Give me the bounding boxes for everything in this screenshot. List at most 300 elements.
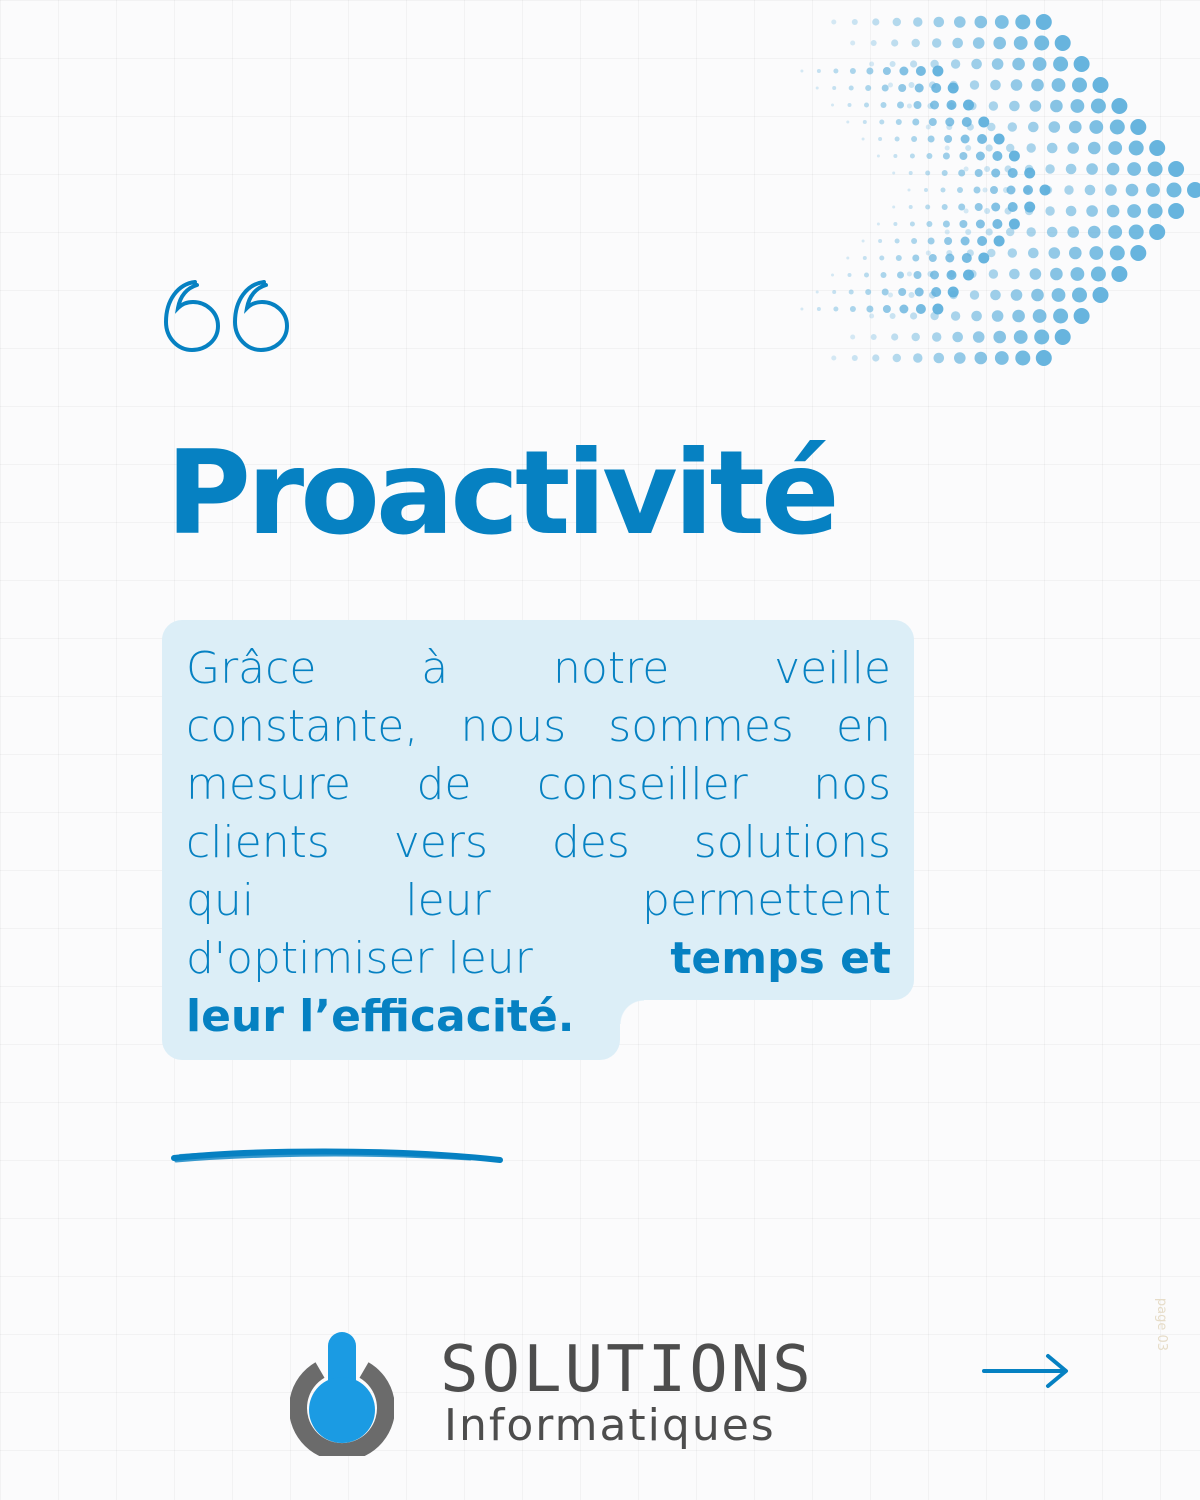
- decorative-dot: [1086, 205, 1098, 217]
- decorative-dot: [1149, 140, 1165, 156]
- decorative-dot: [1066, 164, 1077, 175]
- decorative-dot: [984, 166, 990, 172]
- decorative-dot: [893, 18, 901, 26]
- decorative-dot: [831, 274, 834, 277]
- decorative-dot: [930, 101, 939, 110]
- decorative-dot: [865, 289, 871, 295]
- decorative-dot: [941, 188, 946, 193]
- decorative-dot: [1146, 183, 1160, 197]
- page-number-text: page 03: [1154, 1297, 1170, 1351]
- decorative-dot: [1187, 182, 1200, 198]
- decorative-dot: [951, 311, 960, 320]
- decorative-dot: [1064, 185, 1073, 194]
- decorative-dot: [992, 310, 1004, 322]
- decorative-dot: [1129, 225, 1144, 240]
- decorative-dot: [961, 237, 970, 246]
- decorative-dot: [1066, 206, 1077, 217]
- decorative-dot: [1034, 330, 1049, 345]
- decorative-dot: [1127, 204, 1141, 218]
- word: sommes: [608, 701, 794, 752]
- decorative-dot: [971, 311, 982, 322]
- decorative-dot: [1130, 245, 1146, 261]
- decorative-dot: [943, 153, 950, 160]
- decorative-dot: [896, 255, 902, 261]
- decorative-dot: [944, 135, 952, 143]
- decorative-dot: [892, 206, 895, 209]
- word: qui: [186, 875, 255, 926]
- decorative-dot: [863, 120, 867, 124]
- decorative-dot: [878, 137, 882, 141]
- decorative-dot: [911, 136, 917, 142]
- decorative-dot: [992, 219, 1002, 229]
- decorative-dot: [948, 287, 959, 298]
- decorative-dot: [945, 146, 950, 151]
- decorative-dot: [914, 271, 922, 279]
- decorative-dot: [881, 272, 887, 278]
- decorative-dot: [959, 220, 967, 228]
- paragraph-line: [186, 872, 891, 930]
- decorative-dot: [1031, 289, 1044, 302]
- decorative-dot: [879, 120, 884, 125]
- decorative-dot: [916, 304, 926, 314]
- open-quote-icon: [160, 272, 300, 362]
- decorative-dot: [976, 152, 985, 161]
- decorative-dot: [925, 205, 930, 210]
- word: mesure: [186, 759, 351, 810]
- decorative-dot: [1033, 57, 1047, 71]
- decorative-dot: [932, 38, 941, 47]
- decorative-dot: [1108, 141, 1122, 155]
- decorative-dot: [990, 186, 998, 194]
- decorative-dot: [872, 354, 879, 361]
- decorative-dot: [1053, 309, 1068, 324]
- decorative-dot: [1007, 186, 1016, 195]
- decorative-dot: [888, 293, 893, 298]
- decorative-dot: [1027, 227, 1036, 236]
- decorative-dot: [1072, 78, 1087, 93]
- decorative-dot: [1111, 98, 1127, 114]
- decorative-dot: [863, 256, 867, 260]
- decorative-dot: [976, 220, 985, 229]
- decorative-dot: [866, 306, 873, 313]
- decorative-dot: [862, 138, 865, 141]
- decorative-dot: [963, 100, 974, 111]
- decorative-dot: [951, 59, 960, 68]
- decorative-dot: [1093, 287, 1109, 303]
- decorative-dot: [934, 17, 945, 28]
- decorative-dot: [991, 203, 1000, 212]
- decorative-dot: [831, 104, 834, 107]
- decorative-dot: [1030, 100, 1042, 112]
- word: vers: [393, 817, 488, 868]
- word: nos: [813, 759, 891, 810]
- decorative-dot: [929, 254, 937, 262]
- word: des: [551, 817, 630, 868]
- decorative-dot: [897, 102, 904, 109]
- logo-text-top: SOLUTIONS: [440, 1333, 814, 1407]
- decorative-dot: [957, 187, 963, 193]
- decorative-dot: [975, 16, 988, 29]
- decorative-dot: [1108, 225, 1122, 239]
- emphasis-text: leur l’efficacité.: [186, 991, 575, 1042]
- decorative-dot: [883, 67, 891, 75]
- decorative-dot: [909, 171, 913, 175]
- decorative-dot: [944, 237, 952, 245]
- decorative-dot: [961, 135, 970, 144]
- decorative-dot: [912, 119, 919, 126]
- decorative-dot: [866, 68, 873, 75]
- decorative-dot: [910, 154, 915, 159]
- decorative-dot: [893, 222, 897, 226]
- word: constante,: [186, 701, 419, 752]
- decorative-dot: [1009, 269, 1020, 280]
- decorative-dot: [832, 86, 836, 90]
- decorative-dot: [912, 39, 920, 47]
- decorative-dot: [928, 136, 935, 143]
- decorative-dot: [833, 307, 838, 312]
- decorative-dot: [909, 292, 915, 298]
- decorative-dot: [926, 125, 931, 130]
- decorative-dot: [865, 85, 871, 91]
- decorative-dot: [932, 332, 941, 341]
- decorative-dot: [871, 40, 877, 46]
- decorative-dot: [1071, 267, 1085, 281]
- decorative-dot: [1009, 101, 1020, 112]
- decorative-dot: [1067, 142, 1079, 154]
- decorative-dot: [1088, 226, 1101, 239]
- decorative-dot: [989, 101, 998, 110]
- decorative-dot: [962, 117, 972, 127]
- decorative-dot: [926, 221, 932, 227]
- decorative-dot: [971, 59, 982, 70]
- paragraph-line: [186, 930, 891, 988]
- decorative-dot: [995, 351, 1009, 365]
- decorative-dot: [1023, 185, 1033, 195]
- decorative-dot: [1011, 289, 1023, 301]
- description-paragraph: [186, 640, 891, 1046]
- word: clients: [186, 817, 330, 868]
- word: notre: [553, 643, 670, 694]
- decorative-dot: [932, 304, 943, 315]
- decorative-dot: [990, 290, 1001, 301]
- decorative-dot: [1085, 185, 1096, 196]
- decorative-dot: [934, 353, 945, 364]
- decorative-dot: [817, 69, 821, 73]
- decorative-dot: [1009, 219, 1020, 230]
- decorative-dot: [993, 37, 1006, 50]
- word: conseiller: [536, 759, 748, 810]
- page-title: Proactivité: [166, 426, 836, 561]
- decorative-dot: [1091, 267, 1106, 282]
- decorative-dot: [1088, 142, 1101, 155]
- decorative-dot: [1012, 310, 1025, 323]
- decorative-dot: [1040, 185, 1051, 196]
- decorative-dot: [965, 229, 971, 235]
- decorative-dot: [882, 289, 889, 296]
- decorative-dot: [993, 331, 1006, 344]
- decorative-dot: [974, 187, 981, 194]
- word: en: [836, 701, 891, 752]
- decorative-dot: [910, 60, 917, 67]
- decorative-dot: [973, 331, 985, 343]
- decorative-dot: [892, 172, 895, 175]
- decorative-dot: [909, 205, 913, 209]
- decorative-dot: [913, 17, 922, 26]
- paragraph-line: [186, 814, 891, 872]
- decorative-dot: [862, 240, 865, 243]
- decorative-dot: [990, 80, 1001, 91]
- decorative-dot: [872, 18, 879, 25]
- decorative-dot: [869, 314, 874, 319]
- decorative-dot: [931, 83, 941, 93]
- paragraph-line: [186, 988, 891, 1046]
- decorative-dot: [848, 103, 852, 107]
- decorative-dot: [890, 313, 896, 319]
- decorative-dot: [1127, 162, 1141, 176]
- decorative-dot: [975, 169, 983, 177]
- decorative-dot: [1126, 184, 1139, 197]
- decorative-dot: [899, 67, 908, 76]
- decorative-dot: [1105, 184, 1117, 196]
- decorative-dot: [1053, 57, 1068, 72]
- decorative-dot: [1008, 202, 1018, 212]
- decorative-dot: [915, 84, 924, 93]
- decorative-dot: [1045, 206, 1054, 215]
- decorative-dot: [942, 170, 948, 176]
- decorative-dot: [1024, 202, 1035, 213]
- decorative-dot: [1089, 120, 1103, 134]
- decorative-dot: [983, 188, 988, 193]
- decorative-dot: [914, 101, 922, 109]
- decorative-dot: [973, 37, 985, 49]
- decorative-dot: [1047, 143, 1058, 154]
- paragraph-text: d'optimiser leur: [186, 933, 533, 984]
- decorative-dot: [852, 355, 858, 361]
- decorative-dot: [924, 188, 928, 192]
- brush-stroke-divider: [170, 1140, 510, 1170]
- decorative-dot: [958, 204, 965, 211]
- power-button-icon: [290, 1332, 394, 1456]
- decorative-dot: [1168, 203, 1184, 219]
- decorative-dot: [1055, 329, 1071, 345]
- decorative-dot: [1008, 248, 1017, 257]
- decorative-dot: [928, 238, 935, 245]
- decorative-dot: [912, 255, 919, 262]
- decorative-dot: [1091, 99, 1106, 114]
- decorative-dot: [952, 38, 963, 49]
- decorative-dot: [1028, 122, 1039, 133]
- decorative-dot: [850, 335, 855, 340]
- decorative-dot: [991, 169, 1000, 178]
- decorative-dot: [891, 333, 898, 340]
- decorative-dot: [879, 256, 884, 261]
- emphasis-text: temps et: [670, 933, 891, 984]
- decorative-dot: [1052, 78, 1066, 92]
- decorative-dot: [965, 145, 971, 151]
- decorative-dot: [893, 354, 901, 362]
- decorative-dot: [1086, 163, 1098, 175]
- decorative-dot: [947, 100, 957, 110]
- decorative-dot: [888, 83, 893, 88]
- decorative-dot: [1074, 56, 1090, 72]
- decorative-dot: [890, 61, 896, 67]
- decorative-dot: [831, 20, 836, 25]
- word: nous: [460, 701, 567, 752]
- word: solutions: [693, 817, 891, 868]
- decorative-dot: [915, 288, 924, 297]
- decorative-dot: [864, 273, 869, 278]
- decorative-dot: [850, 68, 856, 74]
- decorative-dot: [895, 137, 900, 142]
- decorative-dot: [963, 270, 974, 281]
- decorative-dot: [1055, 35, 1071, 51]
- decorative-dot: [1167, 183, 1182, 198]
- decorative-dot: [1050, 100, 1063, 113]
- decorative-dot: [929, 118, 937, 126]
- paragraph-line: [186, 756, 891, 814]
- decorative-dot: [1168, 161, 1184, 177]
- decorative-dot: [1067, 226, 1079, 238]
- decorative-dot: [1148, 162, 1163, 177]
- decorative-dot: [994, 236, 1005, 247]
- decorative-dot: [908, 189, 911, 192]
- paragraph-line: [186, 640, 891, 698]
- decorative-dot: [910, 222, 915, 227]
- decorative-dot: [1148, 204, 1163, 219]
- decorative-dot: [877, 155, 880, 158]
- decorative-dot: [800, 308, 803, 311]
- decorative-dot: [1034, 36, 1049, 51]
- decorative-dot: [899, 305, 908, 314]
- decorative-dot: [986, 144, 993, 151]
- word: veille: [774, 643, 891, 694]
- decorative-dot: [942, 204, 948, 210]
- decorative-dot: [881, 102, 887, 108]
- decorative-dot: [975, 352, 988, 365]
- decorative-dot: [1045, 164, 1054, 173]
- decorative-dot: [992, 58, 1004, 70]
- decorative-dot: [1009, 151, 1020, 162]
- word: leur: [405, 875, 491, 926]
- decorative-dot: [817, 307, 821, 311]
- decorative-dot: [945, 230, 950, 235]
- decorative-dot: [883, 305, 891, 313]
- decorative-dot: [882, 85, 889, 92]
- decorative-dot: [893, 154, 897, 158]
- decorative-dot: [926, 153, 932, 159]
- decorative-dot: [994, 134, 1005, 145]
- decorative-dot: [816, 291, 819, 294]
- word: permettent: [642, 875, 891, 926]
- decorative-dot: [1110, 120, 1125, 135]
- decorative-dot: [954, 352, 966, 364]
- decorative-dot: [898, 288, 906, 296]
- decorative-dot: [947, 270, 957, 280]
- decorative-dot: [846, 121, 849, 124]
- decorative-dot: [1033, 309, 1047, 323]
- decorative-dot: [1110, 246, 1125, 261]
- decorative-dot: [930, 271, 939, 280]
- decorative-dot: [895, 239, 900, 244]
- decorative-dot: [849, 86, 854, 91]
- decorative-dot: [952, 332, 963, 343]
- decorative-dot: [1015, 351, 1030, 366]
- decorative-dot: [1107, 205, 1120, 218]
- decorative-dot: [1008, 168, 1018, 178]
- decorative-dot: [1107, 163, 1120, 176]
- decorative-dot: [948, 83, 959, 94]
- decorative-dot: [1047, 227, 1058, 238]
- decorative-dot: [871, 334, 877, 340]
- brand-logo: [440, 1333, 814, 1451]
- decorative-dot: [1049, 247, 1061, 259]
- decorative-dot: [954, 16, 966, 28]
- logo-text-bottom: Informatiques: [444, 1400, 776, 1451]
- decorative-dot: [896, 119, 902, 125]
- decorative-dot: [1036, 350, 1052, 366]
- decorative-dot: [992, 151, 1002, 161]
- decorative-dot: [1130, 119, 1146, 135]
- decorative-dot: [833, 69, 838, 74]
- decorative-dot: [978, 253, 989, 264]
- decorative-dot: [977, 134, 987, 144]
- decorative-dot: [932, 66, 943, 77]
- decorative-dot: [1014, 330, 1028, 344]
- decorative-dot: [1008, 122, 1017, 131]
- decorative-dot: [907, 272, 912, 277]
- decorative-dot: [909, 82, 915, 88]
- decorative-dot: [1093, 77, 1109, 93]
- decorative-dot: [878, 239, 882, 243]
- decorative-dot: [984, 208, 990, 214]
- decorative-dot: [877, 223, 880, 226]
- decorative-dot: [1071, 99, 1085, 113]
- decorative-dot: [986, 228, 993, 235]
- decorative-dot: [831, 356, 836, 361]
- decorative-dot: [913, 353, 922, 362]
- decorative-dot: [931, 287, 941, 297]
- decorative-dot: [1149, 224, 1165, 240]
- decorative-dot: [926, 251, 931, 256]
- decorative-dot: [1069, 121, 1082, 134]
- decorative-dot: [891, 39, 898, 46]
- decorative-dot: [943, 221, 950, 228]
- decorative-dot: [869, 62, 874, 67]
- decorative-dot: [816, 87, 819, 90]
- decorative-dot: [1027, 143, 1036, 152]
- decorative-dot: [907, 104, 912, 109]
- right-arrow-icon[interactable]: [980, 1350, 1072, 1392]
- decorative-dot: [916, 66, 926, 76]
- decorative-dot: [977, 236, 987, 246]
- word: à: [421, 643, 449, 694]
- decorative-dot: [1030, 268, 1042, 280]
- decorative-dot: [925, 171, 930, 176]
- decorative-dot: [852, 19, 858, 25]
- decorative-dot: [849, 290, 854, 295]
- decorative-dot: [970, 290, 979, 299]
- decorative-dot: [1014, 36, 1028, 50]
- decorative-dot: [1012, 58, 1025, 71]
- decorative-dot: [1089, 246, 1103, 260]
- decorative-dot: [850, 41, 855, 46]
- decorative-dot: [898, 84, 906, 92]
- decorative-dot: [848, 273, 852, 277]
- decorative-dot: [897, 272, 904, 279]
- decorative-dot: [846, 257, 849, 260]
- paragraph-line: [186, 698, 891, 756]
- decorative-dot: [864, 103, 869, 108]
